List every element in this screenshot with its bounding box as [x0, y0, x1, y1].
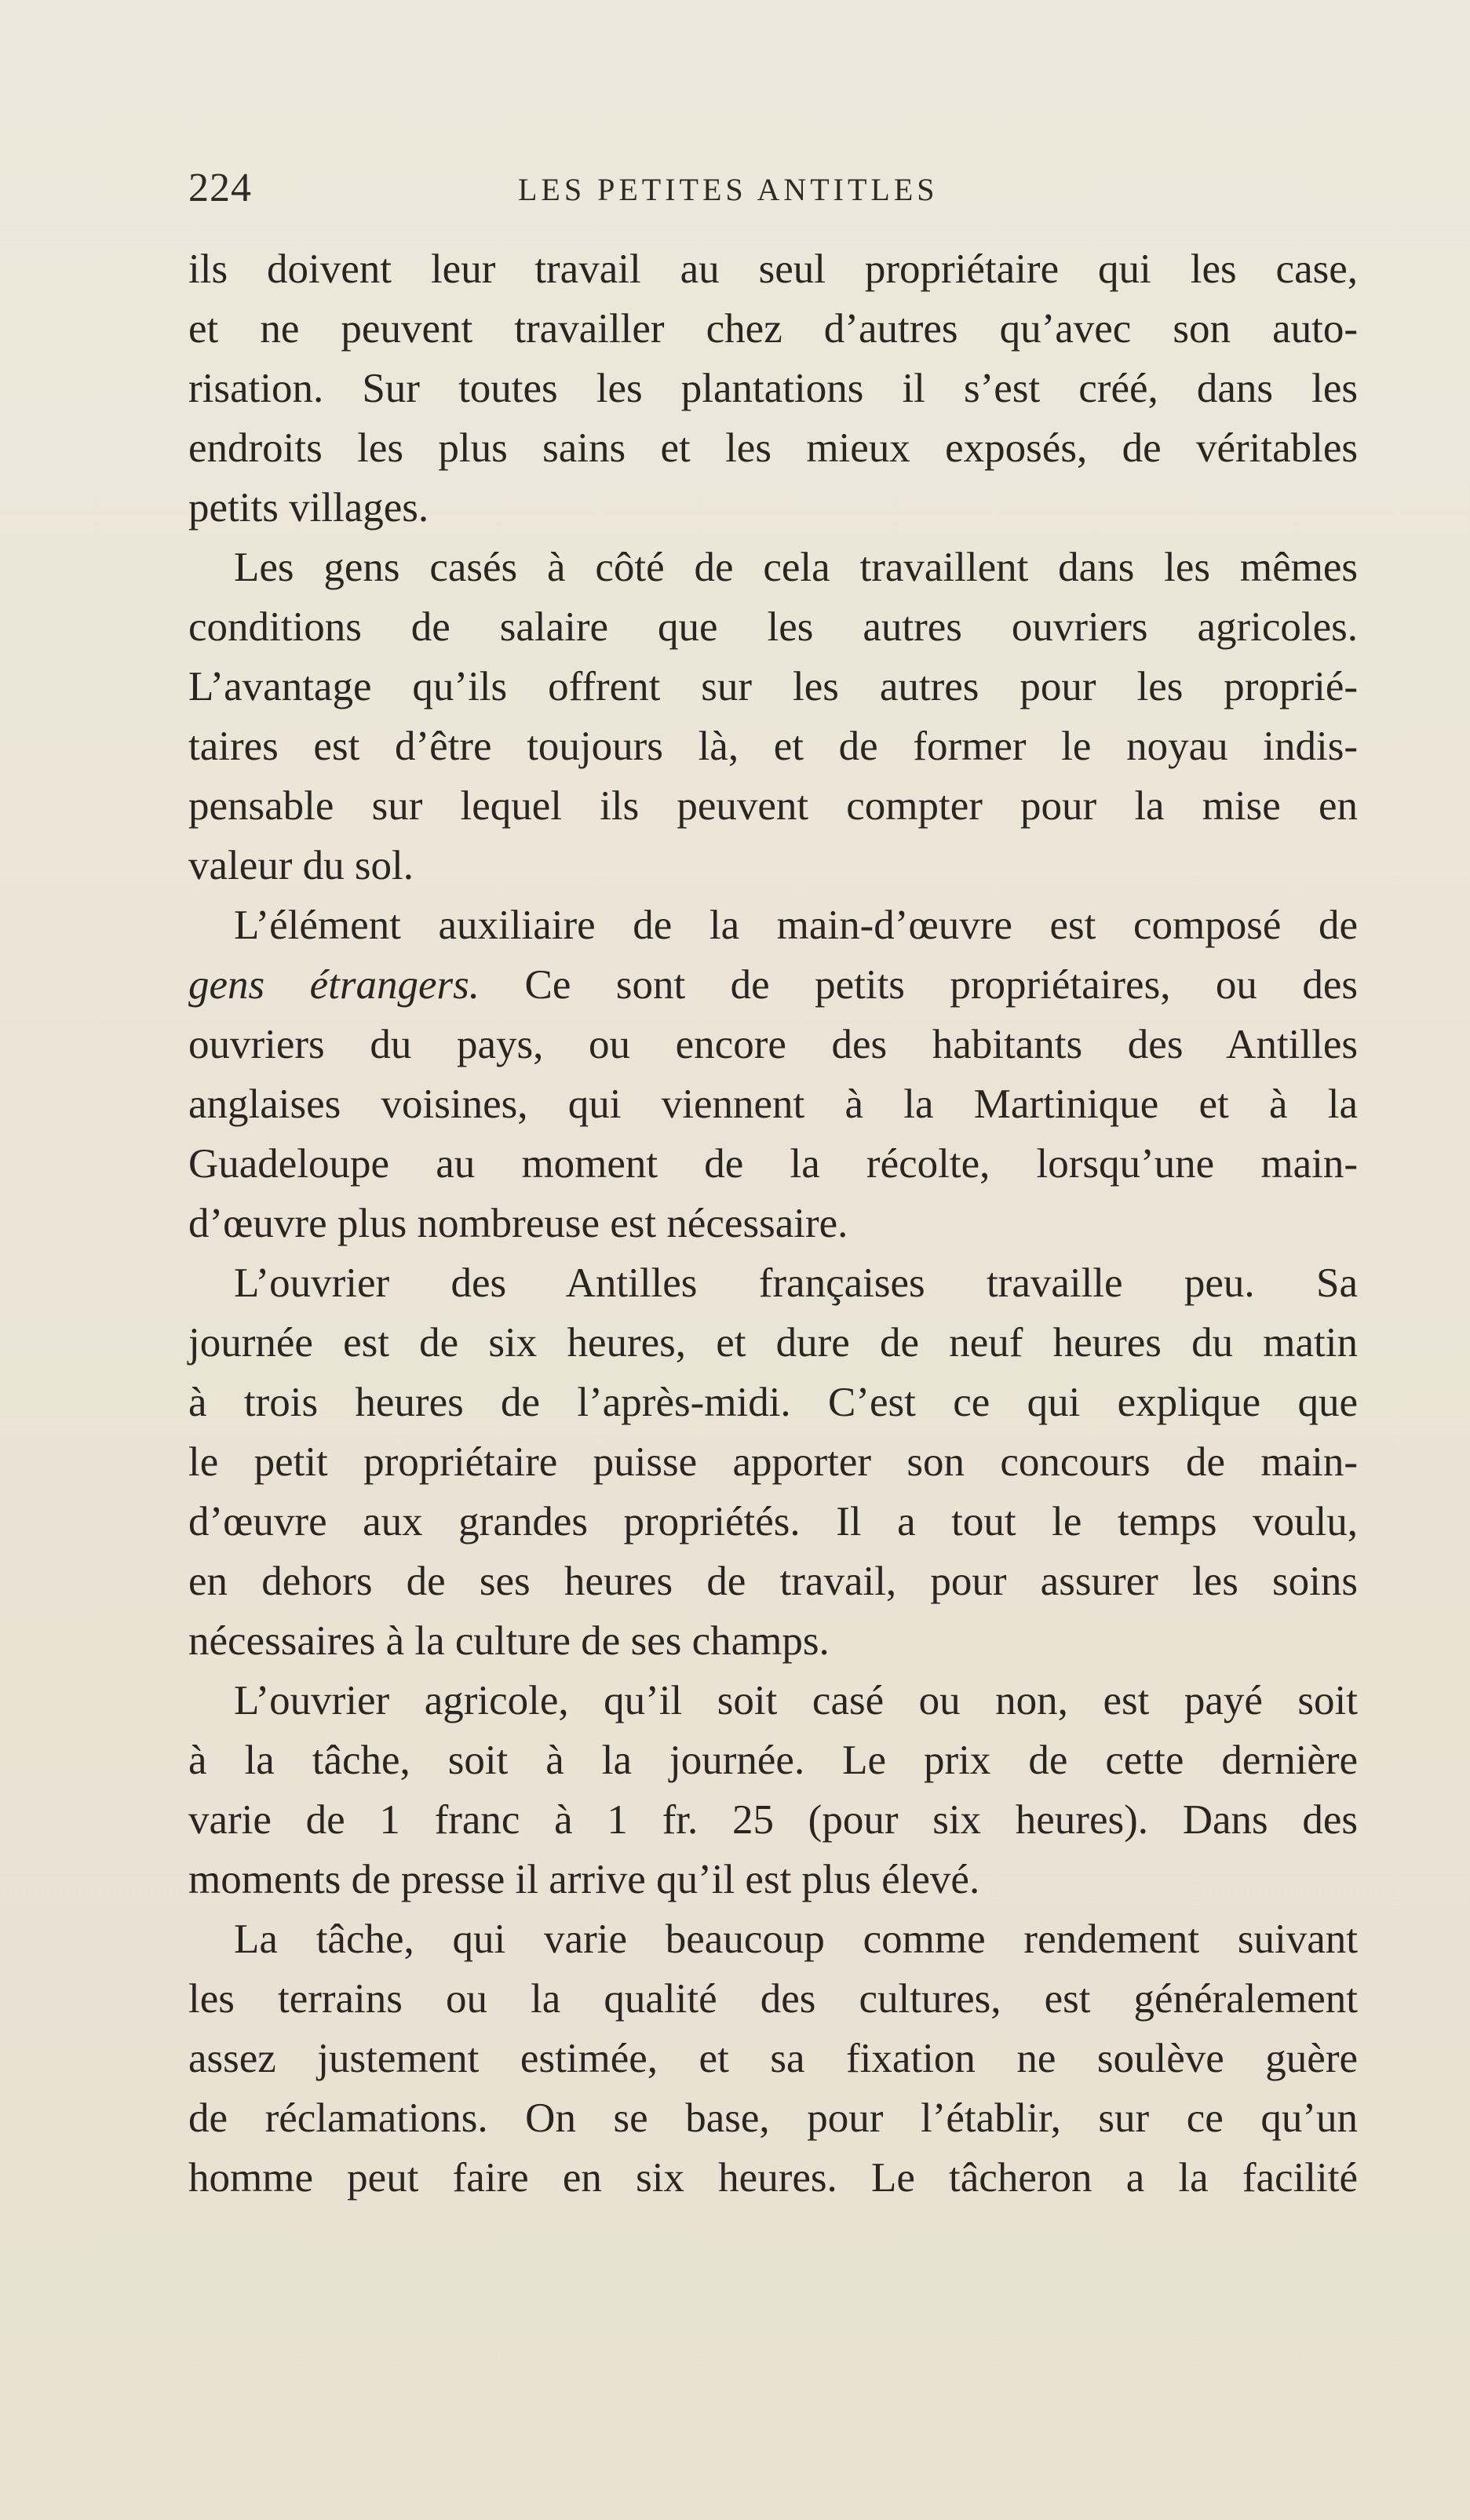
text-line: anglaises voisines, qui viennent à la Martinique et à la: [188, 1081, 1358, 1127]
line-remainder: Ce sont de petits propriétaires, ou des: [524, 962, 1359, 1008]
page-number: 224: [188, 166, 252, 210]
paragraph-start-line: L’ouvrier des Antilles françaises travaille peu. Sa: [234, 1260, 1358, 1306]
text-line: petits villages.: [188, 485, 429, 531]
text-line: de réclamations. On se base, pour l’établir, sur ce qu’un: [188, 2095, 1358, 2141]
text-line: d’œuvre plus nombreuse est nécessaire.: [188, 1201, 848, 1246]
text-line-with-italic: [188, 955, 1358, 1015]
text-line: et ne peuvent travailler chez d’autres qu’avec son auto-: [188, 306, 1358, 352]
text-line: moments de presse il arrive qu’il est plus élevé.: [188, 1857, 980, 1902]
text-line: le petit propriétaire puisse apporter son concours de main-: [188, 1439, 1358, 1485]
paragraph-start-line: Les gens casés à côté de cela travaillent dans les mêmes: [234, 545, 1358, 590]
text-line: risation. Sur toutes les plantations il s’est créé, dans les: [188, 366, 1358, 411]
text-line: varie de 1 franc à 1 fr. 25 (pour six heures). Dans des: [188, 1797, 1358, 1843]
paragraph-start-line: L’ouvrier agricole, qu’il soit casé ou non, est payé soit: [234, 1678, 1358, 1723]
text-line: pensable sur lequel ils peuvent compter pour la mise en: [188, 783, 1358, 829]
text-line: les terrains ou la qualité des cultures, est généralement: [188, 1976, 1358, 2022]
paragraph-start-line: L’élément auxiliaire de la main-d’œuvre est composé de: [234, 903, 1358, 948]
text-line: ouvriers du pays, ou encore des habitants des Antilles: [188, 1022, 1358, 1067]
running-title: LES PETITES ANTITLES: [518, 172, 939, 207]
text-line: Guadeloupe au moment de la récolte, lorsqu’une main-: [188, 1141, 1358, 1187]
text-line: d’œuvre aux grandes propriétés. Il a tout le temps voulu,: [188, 1499, 1358, 1544]
text-line: journée est de six heures, et dure de neuf heures du matin: [188, 1320, 1358, 1366]
italic-phrase: gens étrangers.: [188, 962, 480, 1008]
text-line: en dehors de ses heures de travail, pour assurer les soins: [188, 1559, 1358, 1604]
text-line: assez justement estimée, et sa fixation ne soulève guère: [188, 2036, 1358, 2081]
body-text: [188, 239, 1358, 2208]
text-line: à trois heures de l’après-midi. C’est ce qui explique que: [188, 1380, 1358, 1425]
text-line: taires est d’être toujours là, et de former le noyau indis-: [188, 724, 1358, 769]
text-line: conditions de salaire que les autres ouvriers agricoles.: [188, 604, 1358, 650]
page-header: [188, 165, 1366, 220]
paragraph-start-line: La tâche, qui varie beaucoup comme rendement suivant: [234, 1916, 1358, 1962]
text-line: endroits les plus sains et les mieux exposés, de véritables: [188, 425, 1358, 471]
text-line: L’avantage qu’ils offrent sur les autres pour les proprié-: [188, 664, 1358, 709]
text-line: valeur du sol.: [188, 843, 414, 888]
text-line: ils doivent leur travail au seul propriétaire qui les case,: [188, 246, 1358, 292]
text-line: homme peut faire en six heures. Le tâcheron a la facilité: [188, 2155, 1358, 2201]
text-line: nécessaires à la culture de ses champs.: [188, 1618, 830, 1664]
text-line: à la tâche, soit à la journée. Le prix de cette dernière: [188, 1738, 1358, 1783]
